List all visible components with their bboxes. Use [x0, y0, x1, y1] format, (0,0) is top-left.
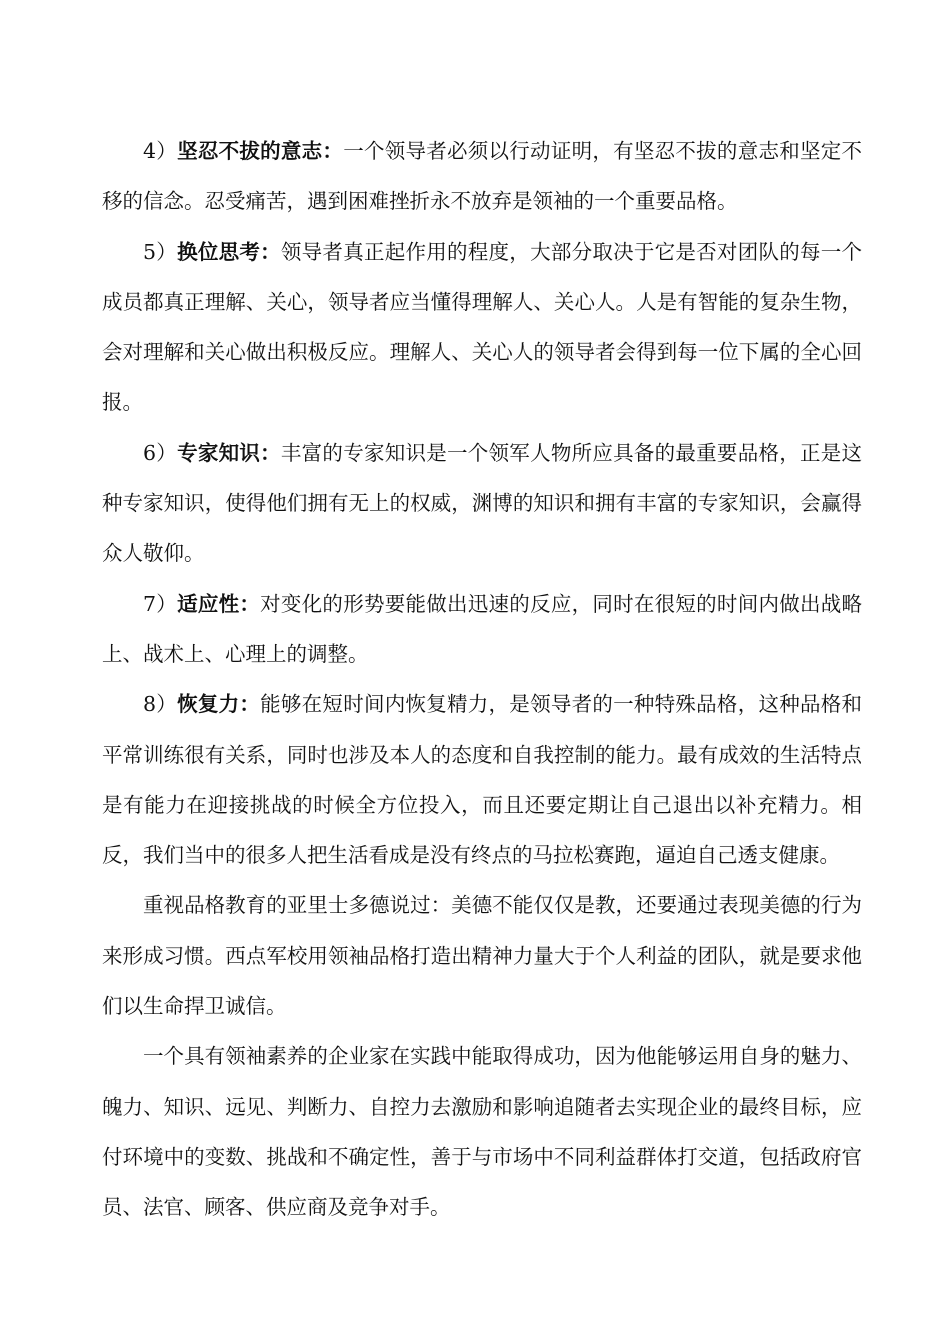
paragraph-adaptability — [102, 579, 862, 680]
item-heading: 恢复力： — [177, 692, 261, 717]
document-page — [102, 126, 862, 1233]
paragraph-resilience — [102, 679, 862, 880]
item-text: 能够在短时间内恢复精力，是领导者的一种特殊品格，这种品格和平常训练很有关系，同时也涉及本人的态度和自我控制的能力。最有成效的生活特点是有能力在迎接挑战的时候全方位投入，而且还要定期让自己退出以补充精力。相反，我们当中的很多人把生活看成是没有终点的马拉松赛跑，逼迫自己透支健康。 — [102, 692, 863, 868]
paragraph-entrepreneur: 一个具有领袖素养的企业家在实践中能取得成功，因为他能够运用自身的魅力、魄力、知识、远见、判断力、自控力去激励和影响追随者去实现企业的最终目标，应付环境中的变数、挑战和不确定性，善于与市场中不同利益群体打交道，包括政府官员、法官、顾客、供应商及竞争对手。 — [102, 1044, 862, 1220]
item-heading: 专家知识： — [177, 440, 281, 465]
paragraph-perseverance — [102, 126, 862, 227]
item-heading: 适应性： — [177, 591, 261, 616]
item-text: 丰富的专家知识是一个领军人物所应具备的最重要品格，正是这种专家知识，使得他们拥有无上的权威，渊博的知识和拥有丰富的专家知识，会赢得众人敬仰。 — [102, 440, 863, 566]
item-number: 4） — [143, 139, 178, 163]
paragraph-aristotle: 重视品格教育的亚里士多德说过：美德不能仅仅是教，还要通过表现美德的行为来形成习惯。西点军校用领袖品格打造出精神力量大于个人利益的团队，就是要求他们以生命捍卫诚信。 — [102, 893, 862, 1019]
item-heading: 换位思考： — [177, 239, 281, 264]
item-number: 5） — [143, 239, 178, 264]
item-number: 8） — [143, 692, 178, 717]
paragraph-empathy — [102, 227, 862, 428]
item-text: 领导者真正起作用的程度，大部分取决于它是否对团队的每一个成员都真正理解、关心，领导者应当懂得理解人、关心人。人是有智能的复杂生物，会对理解和关心做出积极反应。理解人、关心人的领导者会得到每一位下属的全心回报。 — [102, 239, 863, 415]
paragraph-expertise — [102, 428, 862, 579]
item-text: 一个领导者必须以行动证明，有坚忍不拔的意志和坚定不移的信念。忍受痛苦，遇到困难挫折永不放弃是领袖的一个重要品格。 — [102, 139, 863, 214]
item-text: 对变化的形势要能做出迅速的反应，同时在很短的时间内做出战略上、战术上、心理上的调整。 — [102, 591, 863, 666]
item-number: 6） — [143, 440, 178, 465]
item-number: 7） — [143, 591, 178, 616]
item-heading: 坚忍不拔的意志： — [177, 139, 344, 163]
